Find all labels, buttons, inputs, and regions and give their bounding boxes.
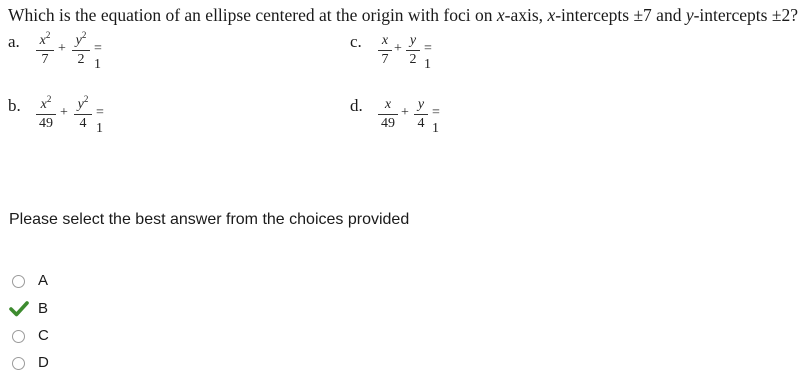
radio-button[interactable] bbox=[12, 330, 25, 343]
option-label[interactable]: A bbox=[38, 272, 49, 289]
option-d[interactable] bbox=[8, 353, 68, 375]
fraction-bar bbox=[406, 50, 420, 51]
denominator: 4 bbox=[79, 116, 87, 131]
checkmark-icon bbox=[9, 300, 29, 318]
option-label[interactable]: D bbox=[38, 354, 49, 371]
numerator: $x^2$ bbox=[39, 30, 51, 48]
plus-sign: + bbox=[58, 41, 66, 56]
plus-sign: + bbox=[60, 105, 68, 120]
denominator: 49 bbox=[39, 116, 53, 131]
plus-sign: + bbox=[394, 41, 402, 56]
choice-d bbox=[350, 96, 500, 144]
denominator: 2 bbox=[77, 52, 85, 67]
fraction-bar bbox=[378, 114, 398, 115]
numerator: x bbox=[384, 97, 392, 112]
question-var-x: x bbox=[496, 5, 505, 25]
numerator: y bbox=[417, 97, 425, 112]
question-suffix: -intercepts ±2? bbox=[693, 5, 798, 25]
fraction-bar bbox=[72, 50, 90, 51]
option-label[interactable]: C bbox=[38, 327, 49, 344]
fraction-bar bbox=[74, 114, 92, 115]
instruction-text: Please select the best answer from the choices provided bbox=[9, 211, 410, 228]
numerator: $y^2$ bbox=[75, 30, 87, 48]
fraction-bar bbox=[36, 50, 54, 51]
fraction-bar bbox=[36, 114, 56, 115]
denominator: 4 bbox=[417, 116, 425, 131]
radio-button[interactable] bbox=[12, 357, 25, 370]
choice-letter: c. bbox=[350, 32, 362, 51]
choice-letter: d. bbox=[350, 96, 363, 115]
question-mid-2: -intercepts ±7 and bbox=[555, 5, 686, 25]
equals-one: = 1 bbox=[94, 41, 102, 72]
equals-one: = 1 bbox=[424, 41, 432, 72]
fraction-bar bbox=[378, 50, 392, 51]
option-a[interactable] bbox=[8, 271, 68, 293]
question-prefix: Which is the equation of an ellipse centered at the origin with foci on bbox=[8, 5, 497, 25]
option-label[interactable]: B bbox=[38, 300, 49, 317]
numerator: $x^2$ bbox=[40, 94, 52, 112]
question-var-x2: x bbox=[547, 5, 556, 25]
plus-sign: + bbox=[401, 105, 409, 120]
radio-button[interactable] bbox=[12, 275, 25, 288]
option-c[interactable] bbox=[8, 326, 68, 348]
numerator: y bbox=[409, 33, 417, 48]
denominator: 7 bbox=[41, 52, 49, 67]
fraction-bar bbox=[414, 114, 428, 115]
question-var-y: y bbox=[685, 5, 694, 25]
choice-c bbox=[350, 32, 500, 80]
choice-b bbox=[8, 96, 158, 144]
option-b[interactable] bbox=[8, 299, 68, 321]
numerator: x bbox=[381, 33, 389, 48]
denominator: 2 bbox=[409, 52, 417, 67]
equals-one: = 1 bbox=[96, 105, 104, 136]
denominator: 7 bbox=[381, 52, 389, 67]
choice-a bbox=[8, 32, 158, 80]
question-text bbox=[8, 5, 798, 26]
numerator: $y^2$ bbox=[77, 94, 89, 112]
equals-one: = 1 bbox=[432, 105, 440, 136]
choice-letter: a. bbox=[8, 32, 20, 51]
choice-letter: b. bbox=[8, 96, 21, 115]
denominator: 49 bbox=[381, 116, 395, 131]
question-mid-1: -axis, bbox=[504, 5, 548, 25]
